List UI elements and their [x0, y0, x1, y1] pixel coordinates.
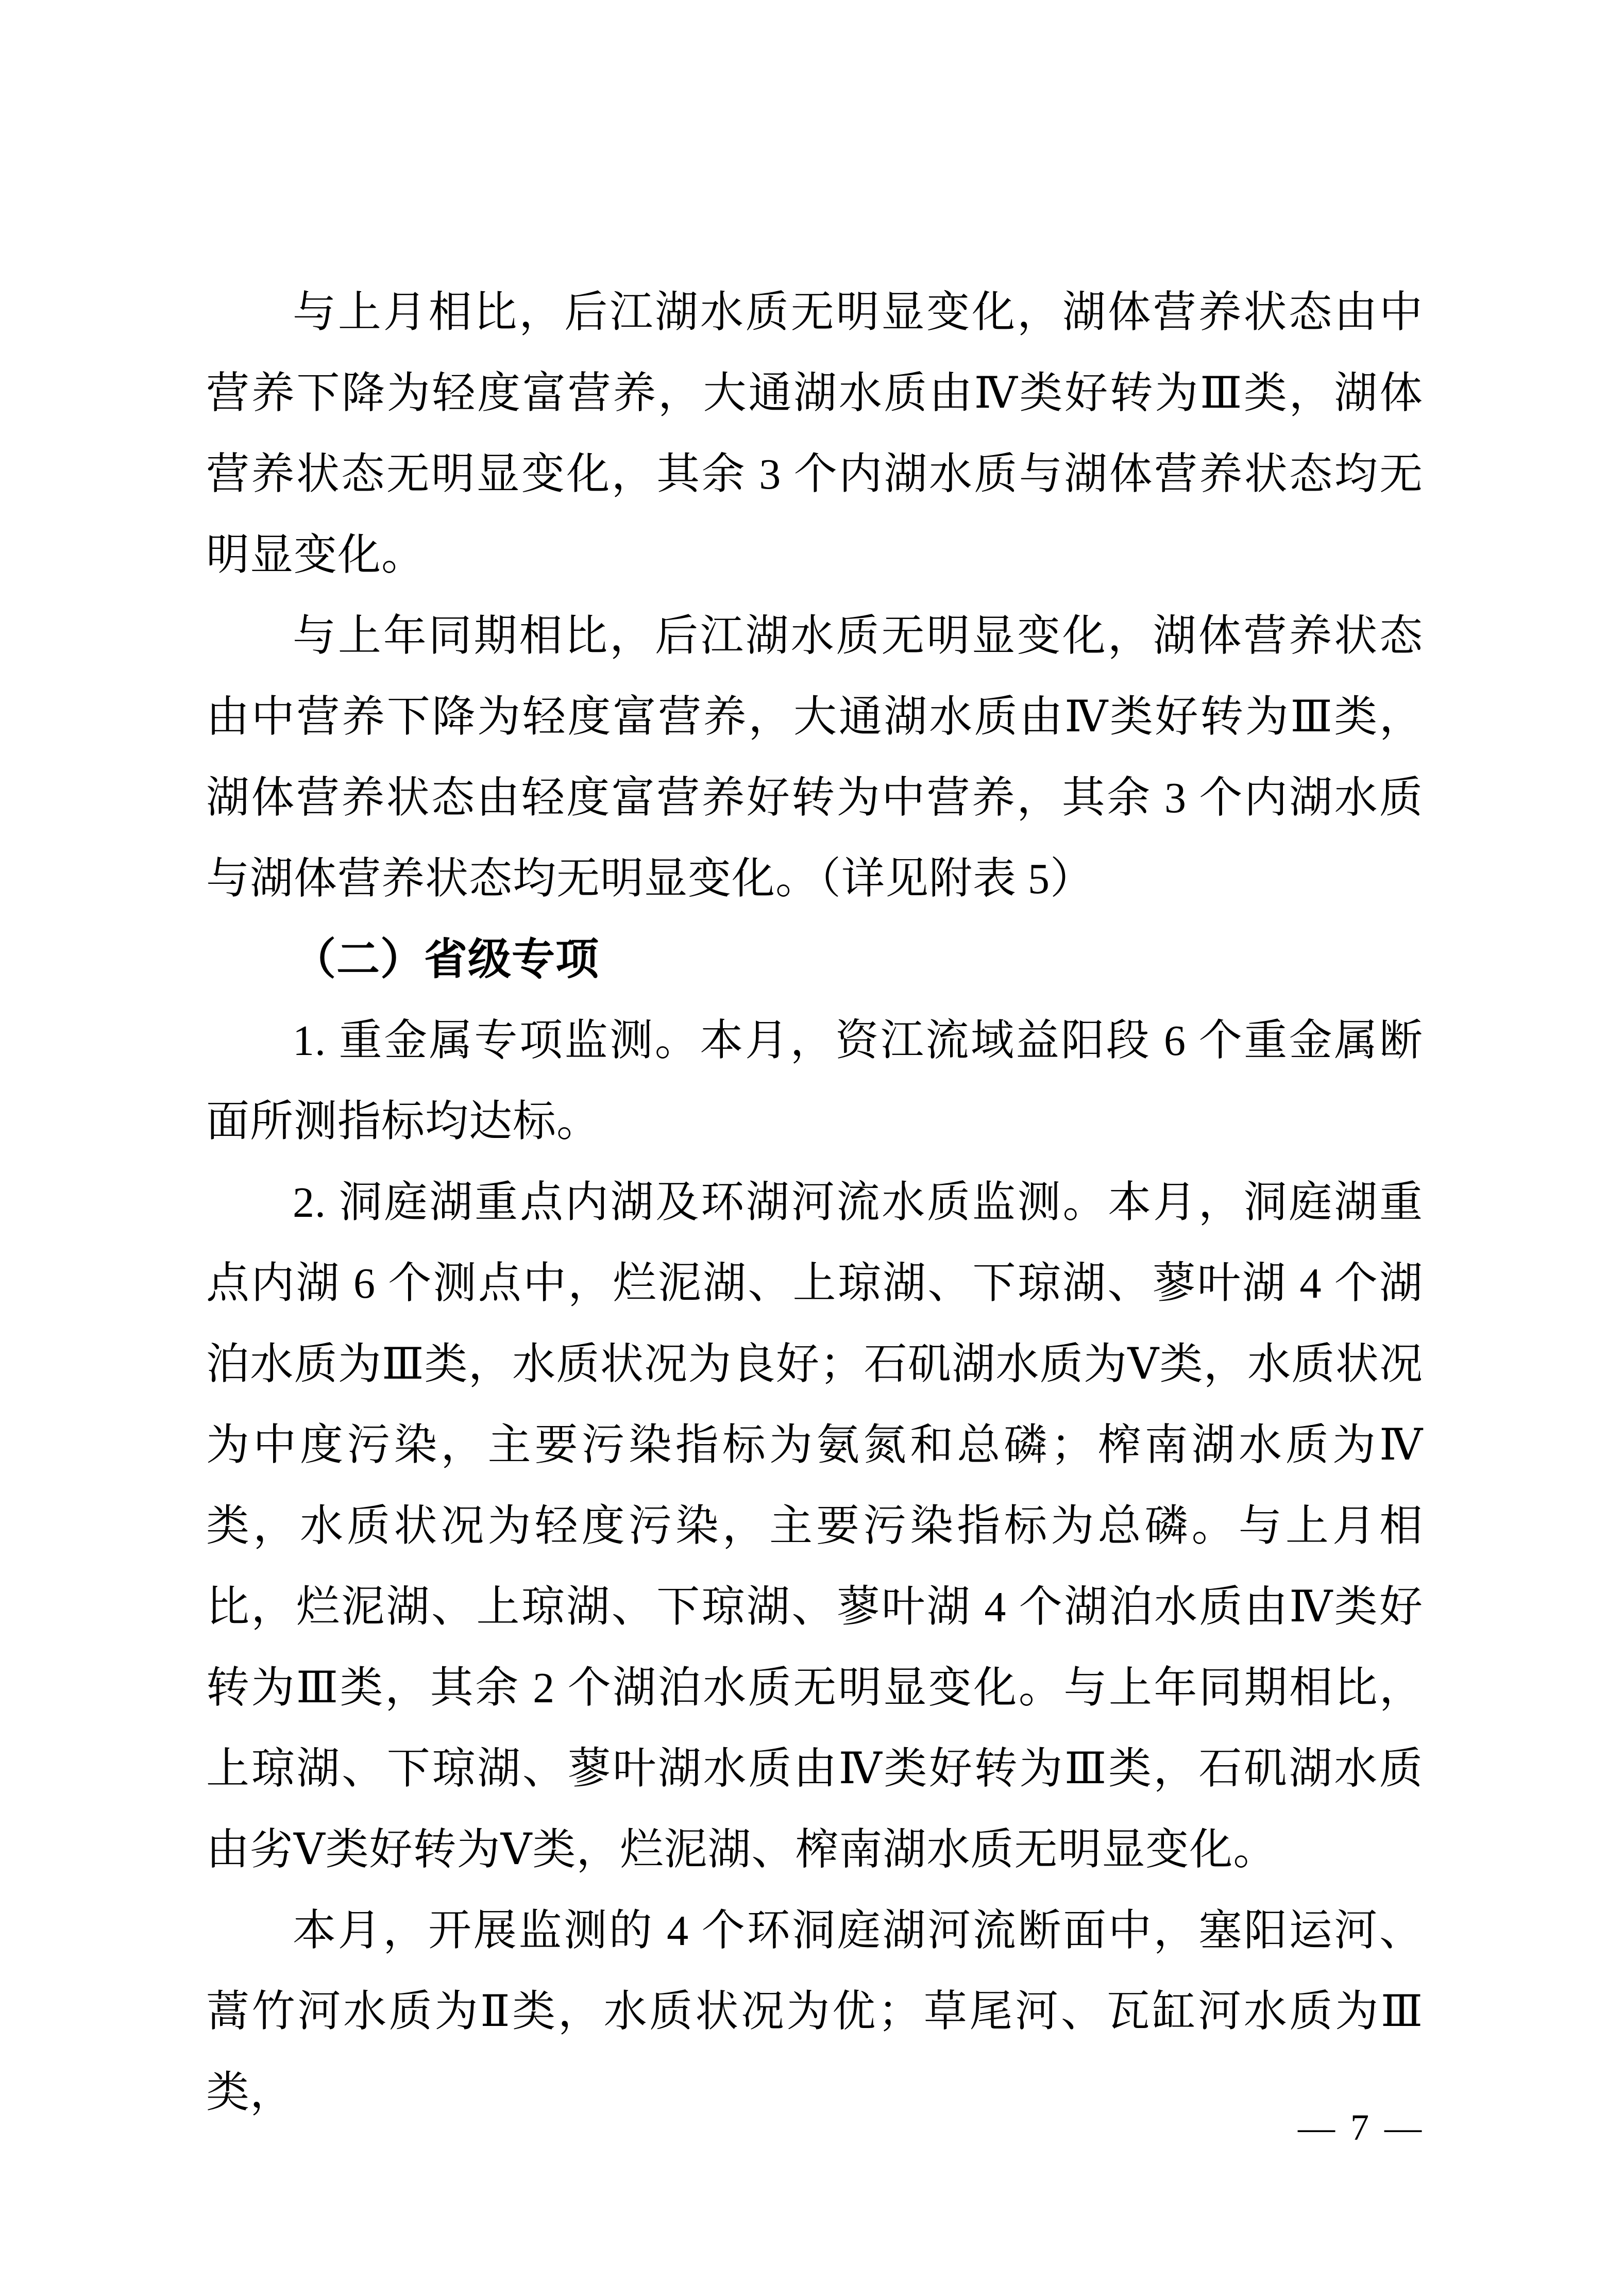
paragraph-month-comparison: 与上月相比，后江湖水质无明显变化，湖体营养状态由中营养下降为轻度富营养，大通湖水质由Ⅳ类好转为Ⅲ类，湖体营养状态无明显变化，其余 3 个内湖水质与湖体营养状态均无明显变化。: [206, 289, 1423, 579]
paragraph-year-comparison: 与上年同期相比，后江湖水质无明显变化，湖体营养状态由中营养下降为轻度富营养，大通湖水质由Ⅳ类好转为Ⅲ类，湖体营养状态由轻度富营养好转为中营养，其余 3 个内湖水质与湖体营养状态均无明显变化。（详见附表 5）: [206, 612, 1423, 903]
paragraph-dongting-lake-monitoring: 2. 洞庭湖重点内湖及环湖河流水质监测。本月，洞庭湖重点内湖 6 个测点中，烂泥湖、上琼湖、下琼湖、蓼叶湖 4 个湖泊水质为Ⅲ类，水质状况为良好；石矶湖水质为Ⅴ类，水质状况为中度污染，主要污染指标为氨氮和总磷；榨南湖水质为Ⅳ类，水质状况为轻度污染，主要污染指标为总磷。与上月相比，烂泥湖、上琼湖、下琼湖、蓼叶湖 4 个湖泊水质由Ⅳ类好转为Ⅲ类，其余 2 个湖泊水质无明显变化。与上年同期相比，上琼湖、下琼湖、蓼叶湖水质由Ⅳ类好转为Ⅲ类，石矶湖水质由劣Ⅴ类好转为Ⅴ类，烂泥湖、榨南湖水质无明显变化。: [206, 1179, 1423, 1874]
paragraph-heavy-metal-monitoring: 1. 重金属专项监测。本月，资江流域益阳段 6 个重金属断面所测指标均达标。: [206, 1017, 1423, 1146]
document-body: [206, 272, 1423, 2133]
paragraph-river-sections: 本月，开展监测的 4 个环洞庭湖河流断面中，塞阳运河、蒿竹河水质为Ⅱ类，水质状况为优；草尾河、瓦缸河水质为Ⅲ类，: [206, 1907, 1423, 2117]
section-heading-provincial-special: （二）省级专项: [293, 936, 600, 984]
page-number: — 7 —: [1298, 2107, 1425, 2148]
